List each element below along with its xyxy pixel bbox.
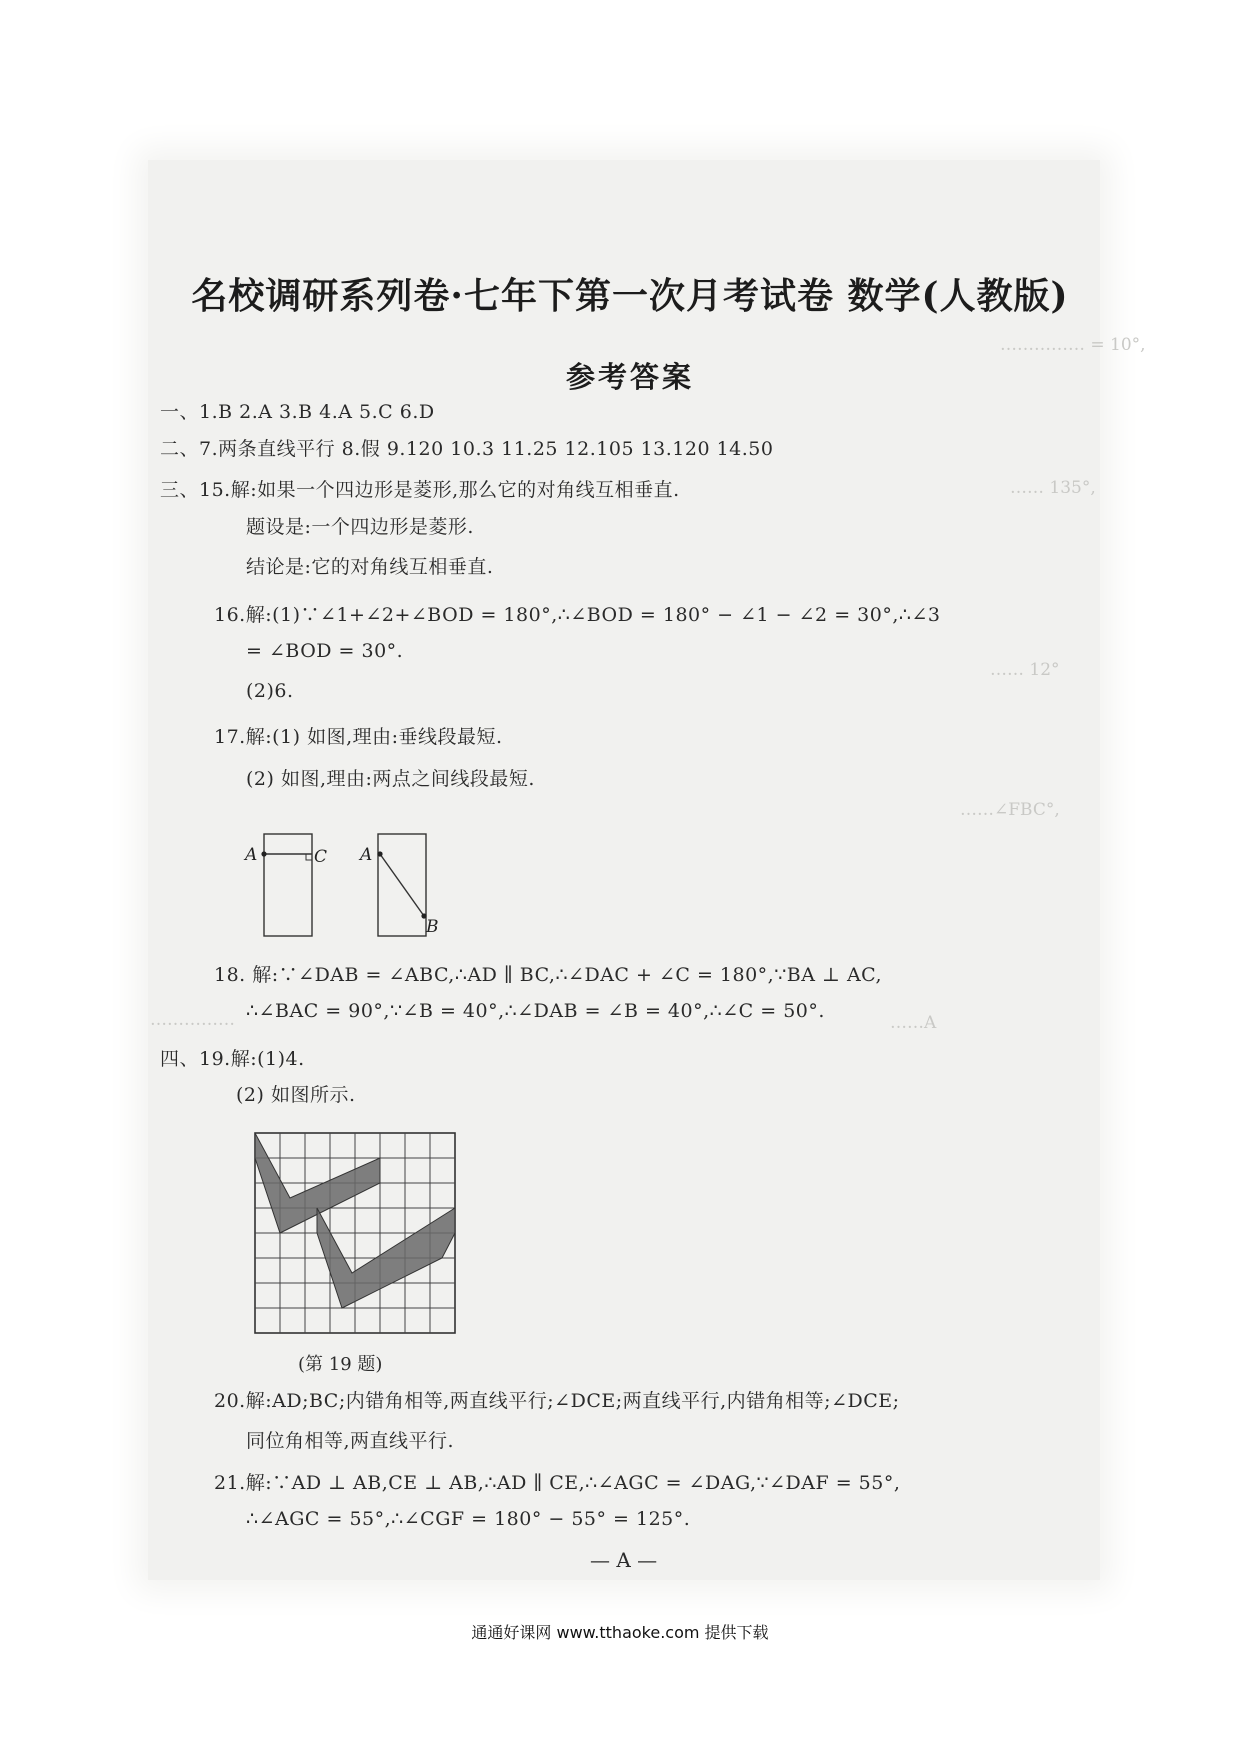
q17-label-a-right: A bbox=[360, 845, 373, 865]
q16-line-1: 16.解:(1)∵∠1+∠2+∠BOD = 180°,∴∠BOD = 180° − ∠1 − ∠2 = 30°,∴∠3 bbox=[214, 604, 941, 626]
q17-rect-left bbox=[264, 834, 312, 936]
q17-label-b: B bbox=[426, 917, 439, 937]
q17-segment-ab bbox=[380, 854, 424, 916]
q16-line-3: (2)6. bbox=[246, 680, 294, 702]
q17-point-a-left bbox=[261, 851, 266, 856]
q18-line-2: ∴∠BAC = 90°,∵∠B = 40°,∴∠DAB = ∠B = 40°,∴∠C = 50°. bbox=[246, 1000, 825, 1022]
page-number: — A — bbox=[590, 1548, 658, 1572]
q19-caption: (第 19 题) bbox=[298, 1354, 383, 1375]
document-subtitle: 参考答案 bbox=[565, 360, 694, 394]
q19-line-2: (2) 如图所示. bbox=[236, 1084, 356, 1106]
q21-line-1: 21.解:∵AD ⊥ AB,CE ⊥ AB,∴AD ∥ CE,∴∠AGC = ∠DAG,∵∠DAF = 55°, bbox=[214, 1472, 901, 1494]
q17-point-a-right bbox=[377, 851, 382, 856]
q17-figure bbox=[240, 830, 460, 940]
right-angle-mark bbox=[306, 854, 312, 860]
q17-label-a-left: A bbox=[245, 845, 258, 865]
q15-line-1: 三、15.解:如果一个四边形是菱形,那么它的对角线互相垂直. bbox=[160, 479, 680, 501]
q16-line-2: = ∠BOD = 30°. bbox=[246, 640, 404, 662]
q15-line-3: 结论是:它的对角线互相垂直. bbox=[246, 556, 494, 578]
answers-section-1: 一、1.B 2.A 3.B 4.A 5.C 6.D bbox=[160, 401, 435, 423]
q15-line-2: 题设是:一个四边形是菱形. bbox=[246, 516, 474, 538]
q20-line-1: 20.解:AD;BC;内错角相等,两直线平行;∠DCE;两直线平行,内错角相等;∠DCE; bbox=[214, 1390, 900, 1412]
q17-line-1: 17.解:(1) 如图,理由:垂线段最短. bbox=[214, 726, 503, 748]
q19-line-1: 四、19.解:(1)4. bbox=[160, 1048, 305, 1070]
q19-grid-figure bbox=[250, 1128, 460, 1338]
q18-line-1: 18. 解:∵∠DAB = ∠ABC,∴AD ∥ BC,∴∠DAC + ∠C = 180°,∵BA ⊥ AC, bbox=[214, 964, 883, 986]
footer-credit: 通通好课网 www.tthaoke.com 提供下载 bbox=[471, 1623, 769, 1642]
q19-translated-shape bbox=[317, 1208, 455, 1308]
document-title: 名校调研系列卷·七年下第一次月考试卷 数学(人教版) bbox=[191, 275, 1069, 317]
q17-label-c: C bbox=[314, 847, 328, 867]
q17-line-2: (2) 如图,理由:两点之间线段最短. bbox=[246, 768, 535, 790]
answers-section-2: 二、7.两条直线平行 8.假 9.120 10.3 11.25 12.105 13.120 14.50 bbox=[160, 438, 774, 460]
q20-line-2: 同位角相等,两直线平行. bbox=[246, 1430, 455, 1452]
q21-line-2: ∴∠AGC = 55°,∴∠CGF = 180° − 55° = 125°. bbox=[246, 1508, 691, 1530]
